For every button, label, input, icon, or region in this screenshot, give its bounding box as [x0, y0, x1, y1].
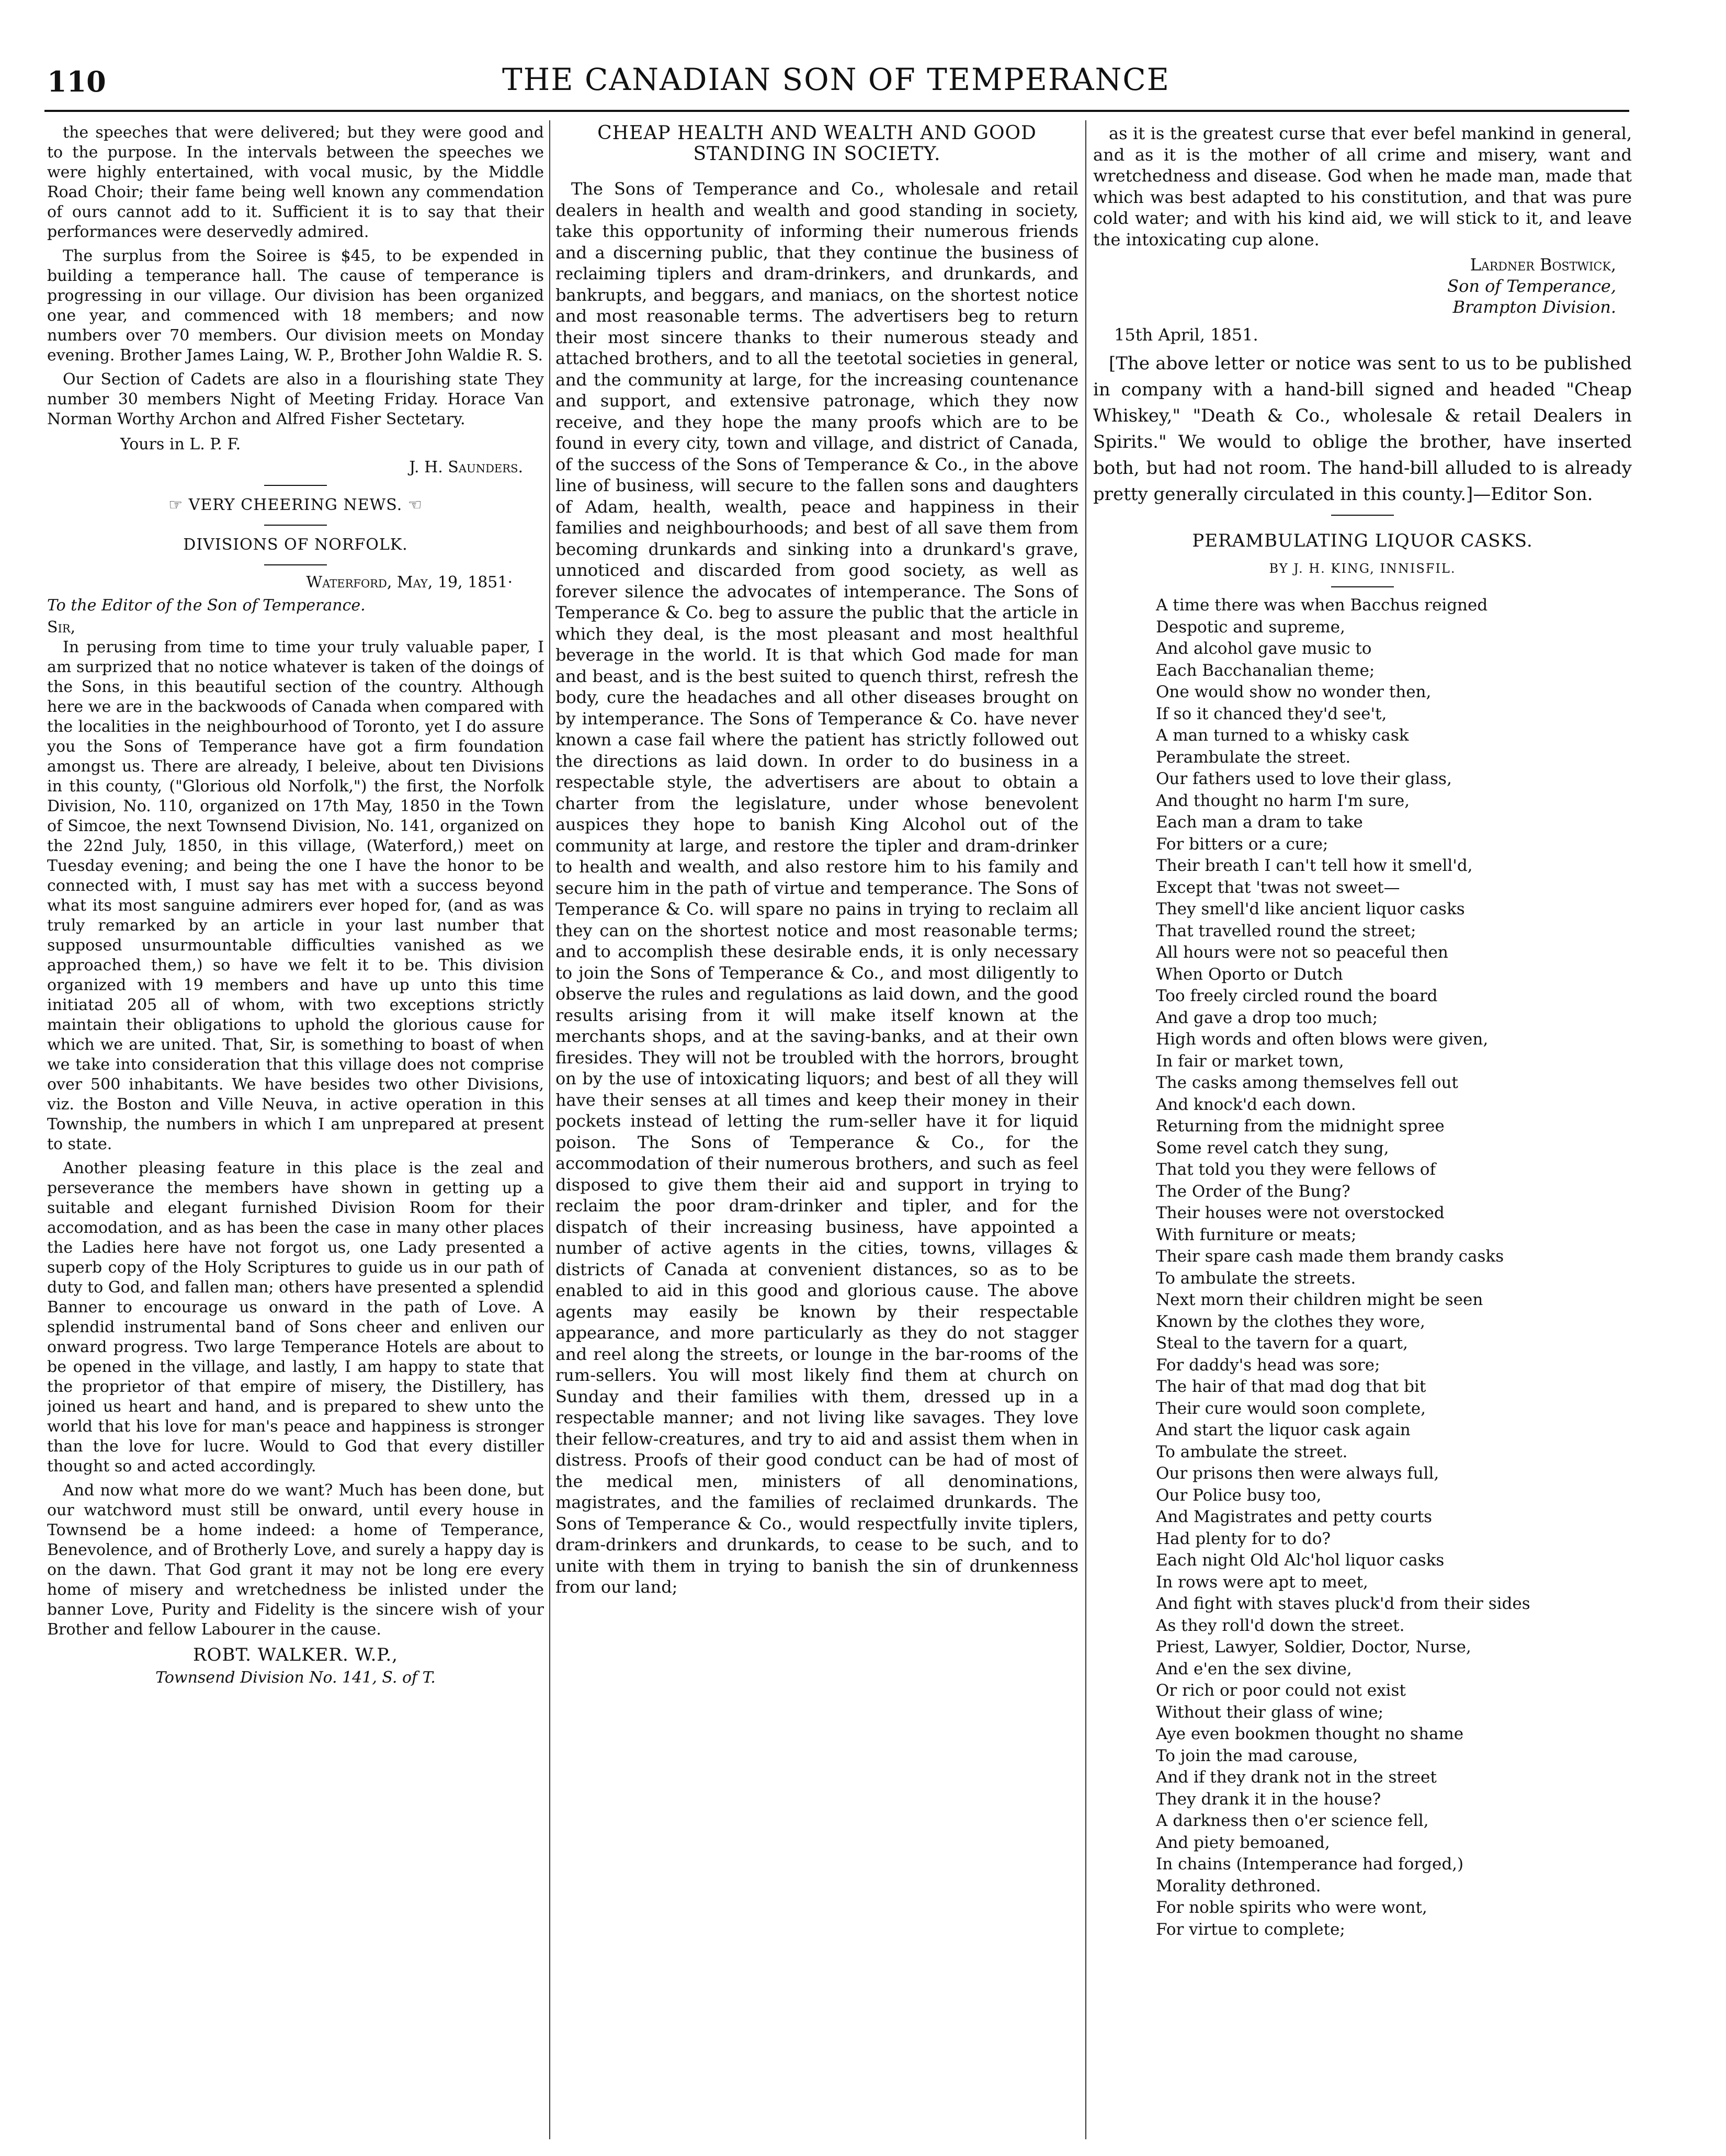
- letter-date: 15th April, 1851.: [1114, 324, 1258, 345]
- letter-signature: J. H. Saunders.: [409, 458, 523, 476]
- poem-line: Returning from the midnight spree: [1156, 1117, 1445, 1136]
- paragraph: Our Section of Cadets are also in a flourishing state They number 30 members Night of Meeting Friday. Horace Van Norman Worthy Archon and Alfred Fisher Sectetary.: [47, 370, 544, 428]
- poem-line: Each night Old Alc'hol liquor casks: [1156, 1551, 1445, 1570]
- section-divider: [1331, 515, 1394, 516]
- poem-line: Known by the clothes they wore,: [1156, 1312, 1425, 1331]
- paragraph: And now what more do we want? Much has been done, but our watchword must still be onward, until every house in Townsend be a home indeed: a home of Temperance, Benevolence, and of Brotherly Love, and surely a happy day is on the dawn. That God grant it may not be long ere every home of misery and wretchedness be inlisted under the banner Love, Purity and Fidelity is the sincere wish of your Brother and fellow Labourer in the cause.: [47, 1481, 544, 1639]
- poem-line: In chains (Intemperance had forged,): [1156, 1855, 1464, 1874]
- poem-line: One would show no wonder then,: [1156, 683, 1432, 701]
- poem-line: And piety bemoaned,: [1156, 1833, 1330, 1852]
- editor-note: [The above letter or notice was sent to us to be published in company with a hand-bill signed and headed "Cheap Whiskey," "Death & Co., wholesale & retail Dealers in Spirits." We would to oblige the brother, have inserted both, but had not room. The hand-bill alluded to is already pretty generally circulated in this county.]—Editor Son.: [1093, 353, 1632, 505]
- column-divider-right: [1085, 120, 1086, 2139]
- poem-line: Perambulate the street.: [1156, 747, 1351, 767]
- section-divider: [264, 485, 327, 486]
- poem-line: They smell'd like ancient liquor casks: [1156, 900, 1465, 918]
- poem-line: Priest, Lawyer, Soldier, Doctor, Nurse,: [1156, 1638, 1471, 1656]
- poem-line: The hair of that mad dog that bit: [1156, 1377, 1426, 1396]
- paragraph: In perusing from time to time your truly valuable paper, I am surprized that no notice whatever is taken of the doings of the Sons, in this beautiful section of the country. Although here we are in the backwoods of Canada when compared with the localities in the neighbourhood of Toronto, yet I do assure you the Sons of Temperance have got a firm foundation amongst us. There are already, I beleive, about ten Divisions in this county, ("Glorious old Norfolk,") the first, the Norfolk Division, No. 110, organized on 17th May, 1850 in the Town of Simcoe, the next Townsend Division, No. 141, organized on the 22nd July, 1850, in this village, (Waterford,) meet on Tuesday evening; and being the one I have the honor to be connected with, I must say has met with a success beyond what its most sanguine admirers ever hoped for, (and as was truly remarked by an article in your last number that supposed unsurmountable difficulties vanished as we approached them,) so have we felt it to be. This division organized with 19 members and have up unto this time initiatad 205 all of whom, with two exceptions strictly maintain their obligations to uphold the glorious cause for which we are united. That, Sir, is something to boast of when we take into consideration that this village does not comprise over 500 inhabitants. We have besides two other Divisions, viz. the Boston and Ville Neuva, in active operation in this Township, the numbers in which I am unprepared at present to state.: [47, 638, 544, 1153]
- poem-line: Steal to the tavern for a quart,: [1156, 1334, 1408, 1353]
- paragraph: Another pleasing feature in this place is the zeal and perseverance the members have shown in getting up a suitable and elegant furnished Division Room for their accomodation, and as has been the case in many other places the Ladies here have not forgot us, one Lady presented a superb copy of the Holy Scriptures to guide us in our path of duty to God, and fallen man; others have presented a splendid Banner to encourage us onward in the path of Love. A splendid instrumental band of Sons cheer and enliven our onward progress. Two large Temperance Hotels are about to be opened in the village, and lastly, I am happy to state that the proprietor of that empire of misery, the Distillery, has joined us heart and hand, and is prepared to shew unto the world that his love for man's peace and happiness is stronger than the love for lucre. Would to God that every distiller thought so and acted accordingly.: [47, 1159, 544, 1476]
- poem-line: As they roll'd down the street.: [1156, 1616, 1405, 1635]
- poem-line: Next morn their children might be seen: [1156, 1290, 1483, 1309]
- poem-line: Too freely circled round the board: [1156, 986, 1438, 1005]
- section-divider: [264, 525, 327, 526]
- poem-line: A man turned to a whisky cask: [1156, 726, 1409, 745]
- paragraph: The surplus from the Soiree is $45, to be expended in building a temperance hall. The cause of temperance is progressing in our village. Our division has been organized one year, and commenced with 18 members; and now numbers over 70 members. Our division meets on Monday evening. Brother James Laing, W. P., Brother John Waldie R. S.: [47, 247, 544, 365]
- poem-line: And thought no harm I'm sure,: [1156, 791, 1410, 810]
- poem-line: With furniture or meats;: [1156, 1225, 1357, 1244]
- letter-signature: Lardner Bostwick,: [1470, 255, 1616, 275]
- poem-line: And fight with staves pluck'd from their sides: [1156, 1594, 1530, 1613]
- poem-line: Their spare cash made them brandy casks: [1156, 1247, 1504, 1266]
- paragraph: The Sons of Temperance and Co., wholesale and retail dealers in health and wealth and good standing in society, take this opportunity of informing their numerous friends and a discerning public, that they continue the business of reclaiming tiplers and dram-drinkers, and drunkards, and bankrupts, and beggars, and maniacs, on the shortest notice and most reasonable terms. The advertisers beg to return their most sincere thanks to their numerous steady and attached brothers, and to all the teetotal societies in general, and the community at large, for the increasing countenance and support, and extensive patronage, which they now receive, and they hope the many proofs which are to be found in every city, town and village, and district of Canada, of the success of the Sons of Temperance & Co., in the above line of business, will secure to the fallen sons and daughters of Adam, health, wealth, peace and happiness in their families and neighbourhoods; and best of all save them from becoming drunkards and sinking into a drunkard's grave, unnoticed and discarded from good society, as well as forever silence the advocates of intemperance. The Sons of Temperance & Co. beg to assure the public that the article in which they deal, is the most pleasant and most healthful beverage in the world. It is that which God made for man and beast, and is the best suited to quench thirst, refresh the body, cure the headaches and all other diseases brought on by intemperance. The Sons of Temperance & Co. have never known a case fail where the patient has strictly followed out the directions as laid down. In order to do business in a respectable style, the advertisers are about to obtain a charter from the legislature, under whose benevolent auspices they hope to banish King Alcohol out of the community at large, and restore the tipler and dram-drinker to health and wealth, and also restore him to his family and secure him in the path of virtue and temperance. The Sons of Temperance & Co. will spare no pains in trying to reclaim all they can on the shortest notice and most reasonable terms; and to accomplish these desirable ends, it is only necessary to join the Sons of Temperance & Co., and most diligently to observe the rules and regulations as laid down, and the good results arising from it will make itself known at the merchants shops, and at the saving-banks, and at their own firesides. They will not be troubled with the horrors, brought on by the use of intoxicating liquors; and best of all they will have their senses at all times and keep their money in their pockets instead of letting the rum-seller have it for liquid poison. The Sons of Temperance & Co., for the accommodation of their numerous brothers, and such as feel disposed to give them their aid and support in trying to reclaim the poor dram-drinker and tipler, and for the dispatch of their increasing business, have appointed a number of active agents in the cities, towns, villages & districts of Canada at convenient distances, so as to be enabled to aid in this good and glorious cause. The above agents may easily be known by their respectable appearance, and more particularly as they do not stagger and reel along the streets, or lounge in the bar-rooms of the rum-sellers. You will most likely find them at church on Sunday and their families with them, dressed up in a respectable manner; and not living like savages. They love their fellow-creatures, and try to aid and assist them when in distress. Proofs of their good conduct can be had of most of the medical men, ministers of all denominations, magistrates, and the families of reclaimed drunkards. The Sons of Temperance & Co., would respectfully invite tiplers, dram-drinkers and drunkards, to cease to be such, and to unite with them in trying to banish the sin of drunkenness from our land;: [555, 179, 1078, 1597]
- section-divider: [264, 564, 327, 565]
- news-heading: ☞ VERY CHEERING NEWS. ☜: [168, 496, 423, 514]
- poem-line: Without their glass of wine;: [1156, 1703, 1384, 1722]
- poem-line: In rows were apt to meet,: [1156, 1572, 1368, 1592]
- poem-line: Their cure would soon complete,: [1156, 1399, 1426, 1418]
- poem-line: High words and often blows were given,: [1156, 1030, 1489, 1049]
- poem-author: BY J. H. KING, INNISFIL.: [1269, 561, 1456, 576]
- poem-line: For noble spirits who were wont,: [1156, 1898, 1427, 1917]
- dateline: Waterford, May, 19, 1851·: [306, 573, 513, 592]
- poem-line: To ambulate the street.: [1156, 1442, 1348, 1461]
- poem-line: For daddy's head was sore;: [1156, 1355, 1380, 1375]
- poem-line: And Magistrates and petty courts: [1156, 1507, 1433, 1526]
- poem-body: [1156, 595, 1632, 1941]
- poem-line: The casks among themselves fell out: [1156, 1073, 1458, 1092]
- paragraph: the speeches that were delivered; but they were good and to the purpose. In the intervals between the speeches we were highly entertained, with vocal music, by the Middle Road Choir; their fame being well known any commendation of ours cannot add to it. Sufficient it is to say that their performances were deservedly admired.: [47, 123, 544, 241]
- paragraph: as it is the greatest curse that ever befel mankind in general, and as it is the mother of all crime and misery, want and wretchedness and disease. God when he made man, made that which was best adapted to his constitution, and that was pure cold water; and with his kind aid, we will stick to it, and leave the intoxicating cup alone.: [1093, 123, 1632, 249]
- poem-line: In fair or market town,: [1156, 1051, 1344, 1071]
- poem-line: If so it chanced they'd see't,: [1156, 704, 1387, 723]
- poem-line: And knock'd each down.: [1156, 1095, 1356, 1114]
- poem-line: The Order of the Bung?: [1156, 1182, 1350, 1201]
- header-rule: [44, 110, 1629, 112]
- poem-line: Our prisons then were always full,: [1156, 1464, 1439, 1483]
- salutation: To the Editor of the Son of Temperance.: [47, 596, 366, 615]
- poem-line: And if they drank not in the street: [1156, 1768, 1437, 1787]
- poem-line: To join the mad carouse,: [1156, 1746, 1358, 1765]
- column-divider-left: [549, 120, 550, 2139]
- poem-line: Or rich or poor could not exist: [1156, 1681, 1406, 1700]
- poem-line: Except that 'twas not sweet—: [1156, 878, 1400, 897]
- signature-affiliation: Brampton Division.: [1452, 297, 1616, 317]
- poem-title: PERAMBULATING LIQUOR CASKS.: [1192, 530, 1533, 551]
- column-middle: [555, 123, 1078, 2137]
- section-divider: [1331, 586, 1394, 587]
- poem-line: Despotic and supreme,: [1156, 617, 1345, 637]
- article-heading: CHEAP HEALTH AND WEALTH AND GOOD STANDING IN SOCIETY.: [597, 123, 1037, 165]
- poem-line: For virtue to complete;: [1156, 1920, 1345, 1939]
- letter-signature: ROBT. WALKER. W.P.,: [193, 1644, 398, 1665]
- column-right: [1093, 123, 1632, 2137]
- poem-line: Each Bacchanalian theme;: [1156, 661, 1375, 680]
- poem-line: Their breath I can't tell how it smell'd,: [1156, 856, 1473, 875]
- page-title: THE CANADIAN SON OF TEMPERANCE: [502, 62, 1170, 97]
- poem-line: Aye even bookmen thought no shame: [1156, 1724, 1464, 1743]
- salutation-sir: Sir,: [47, 618, 76, 637]
- poem-line: Each man a dram to take: [1156, 813, 1363, 832]
- poem-line: And gave a drop too much;: [1156, 1008, 1378, 1027]
- poem-line: And e'en the sex divine,: [1156, 1659, 1352, 1678]
- poem-line: And alcohol gave music to: [1156, 639, 1372, 658]
- letter-closing: Yours in L. P. F.: [120, 435, 241, 453]
- poem-line: Had plenty for to do?: [1156, 1529, 1331, 1548]
- signature-affiliation: Son of Temperance,: [1447, 276, 1616, 296]
- poem-line: For bitters or a cure;: [1156, 834, 1328, 854]
- poem-line: To ambulate the streets.: [1156, 1268, 1356, 1288]
- column-left: [47, 123, 544, 2137]
- poem-line: Our fathers used to love their glass,: [1156, 769, 1452, 788]
- poem-line: Morality dethroned.: [1156, 1876, 1321, 1896]
- poem-line: They drank it in the house?: [1156, 1789, 1381, 1809]
- poem-line: And start the liquor cask again: [1156, 1421, 1411, 1439]
- poem-line: That travelled round the street;: [1156, 921, 1416, 940]
- page-number: 110: [47, 65, 106, 98]
- poem-line: When Oporto or Dutch: [1156, 964, 1343, 984]
- poem-line: Their houses were not overstocked: [1156, 1204, 1445, 1222]
- poem-line: All hours were not so peaceful then: [1156, 943, 1448, 962]
- poem-line: Our Police busy too,: [1156, 1485, 1322, 1505]
- poem-line: Some revel catch they sung,: [1156, 1138, 1389, 1158]
- poem-line: A time there was when Bacchus reigned: [1156, 596, 1488, 615]
- poem-line: That told you they were fellows of: [1156, 1160, 1436, 1179]
- poem-line: A darkness then o'er science fell,: [1156, 1811, 1429, 1830]
- article-heading: DIVISIONS OF NORFOLK.: [183, 536, 408, 554]
- signature-affiliation: Townsend Division No. 141, S. of T.: [155, 1669, 436, 1687]
